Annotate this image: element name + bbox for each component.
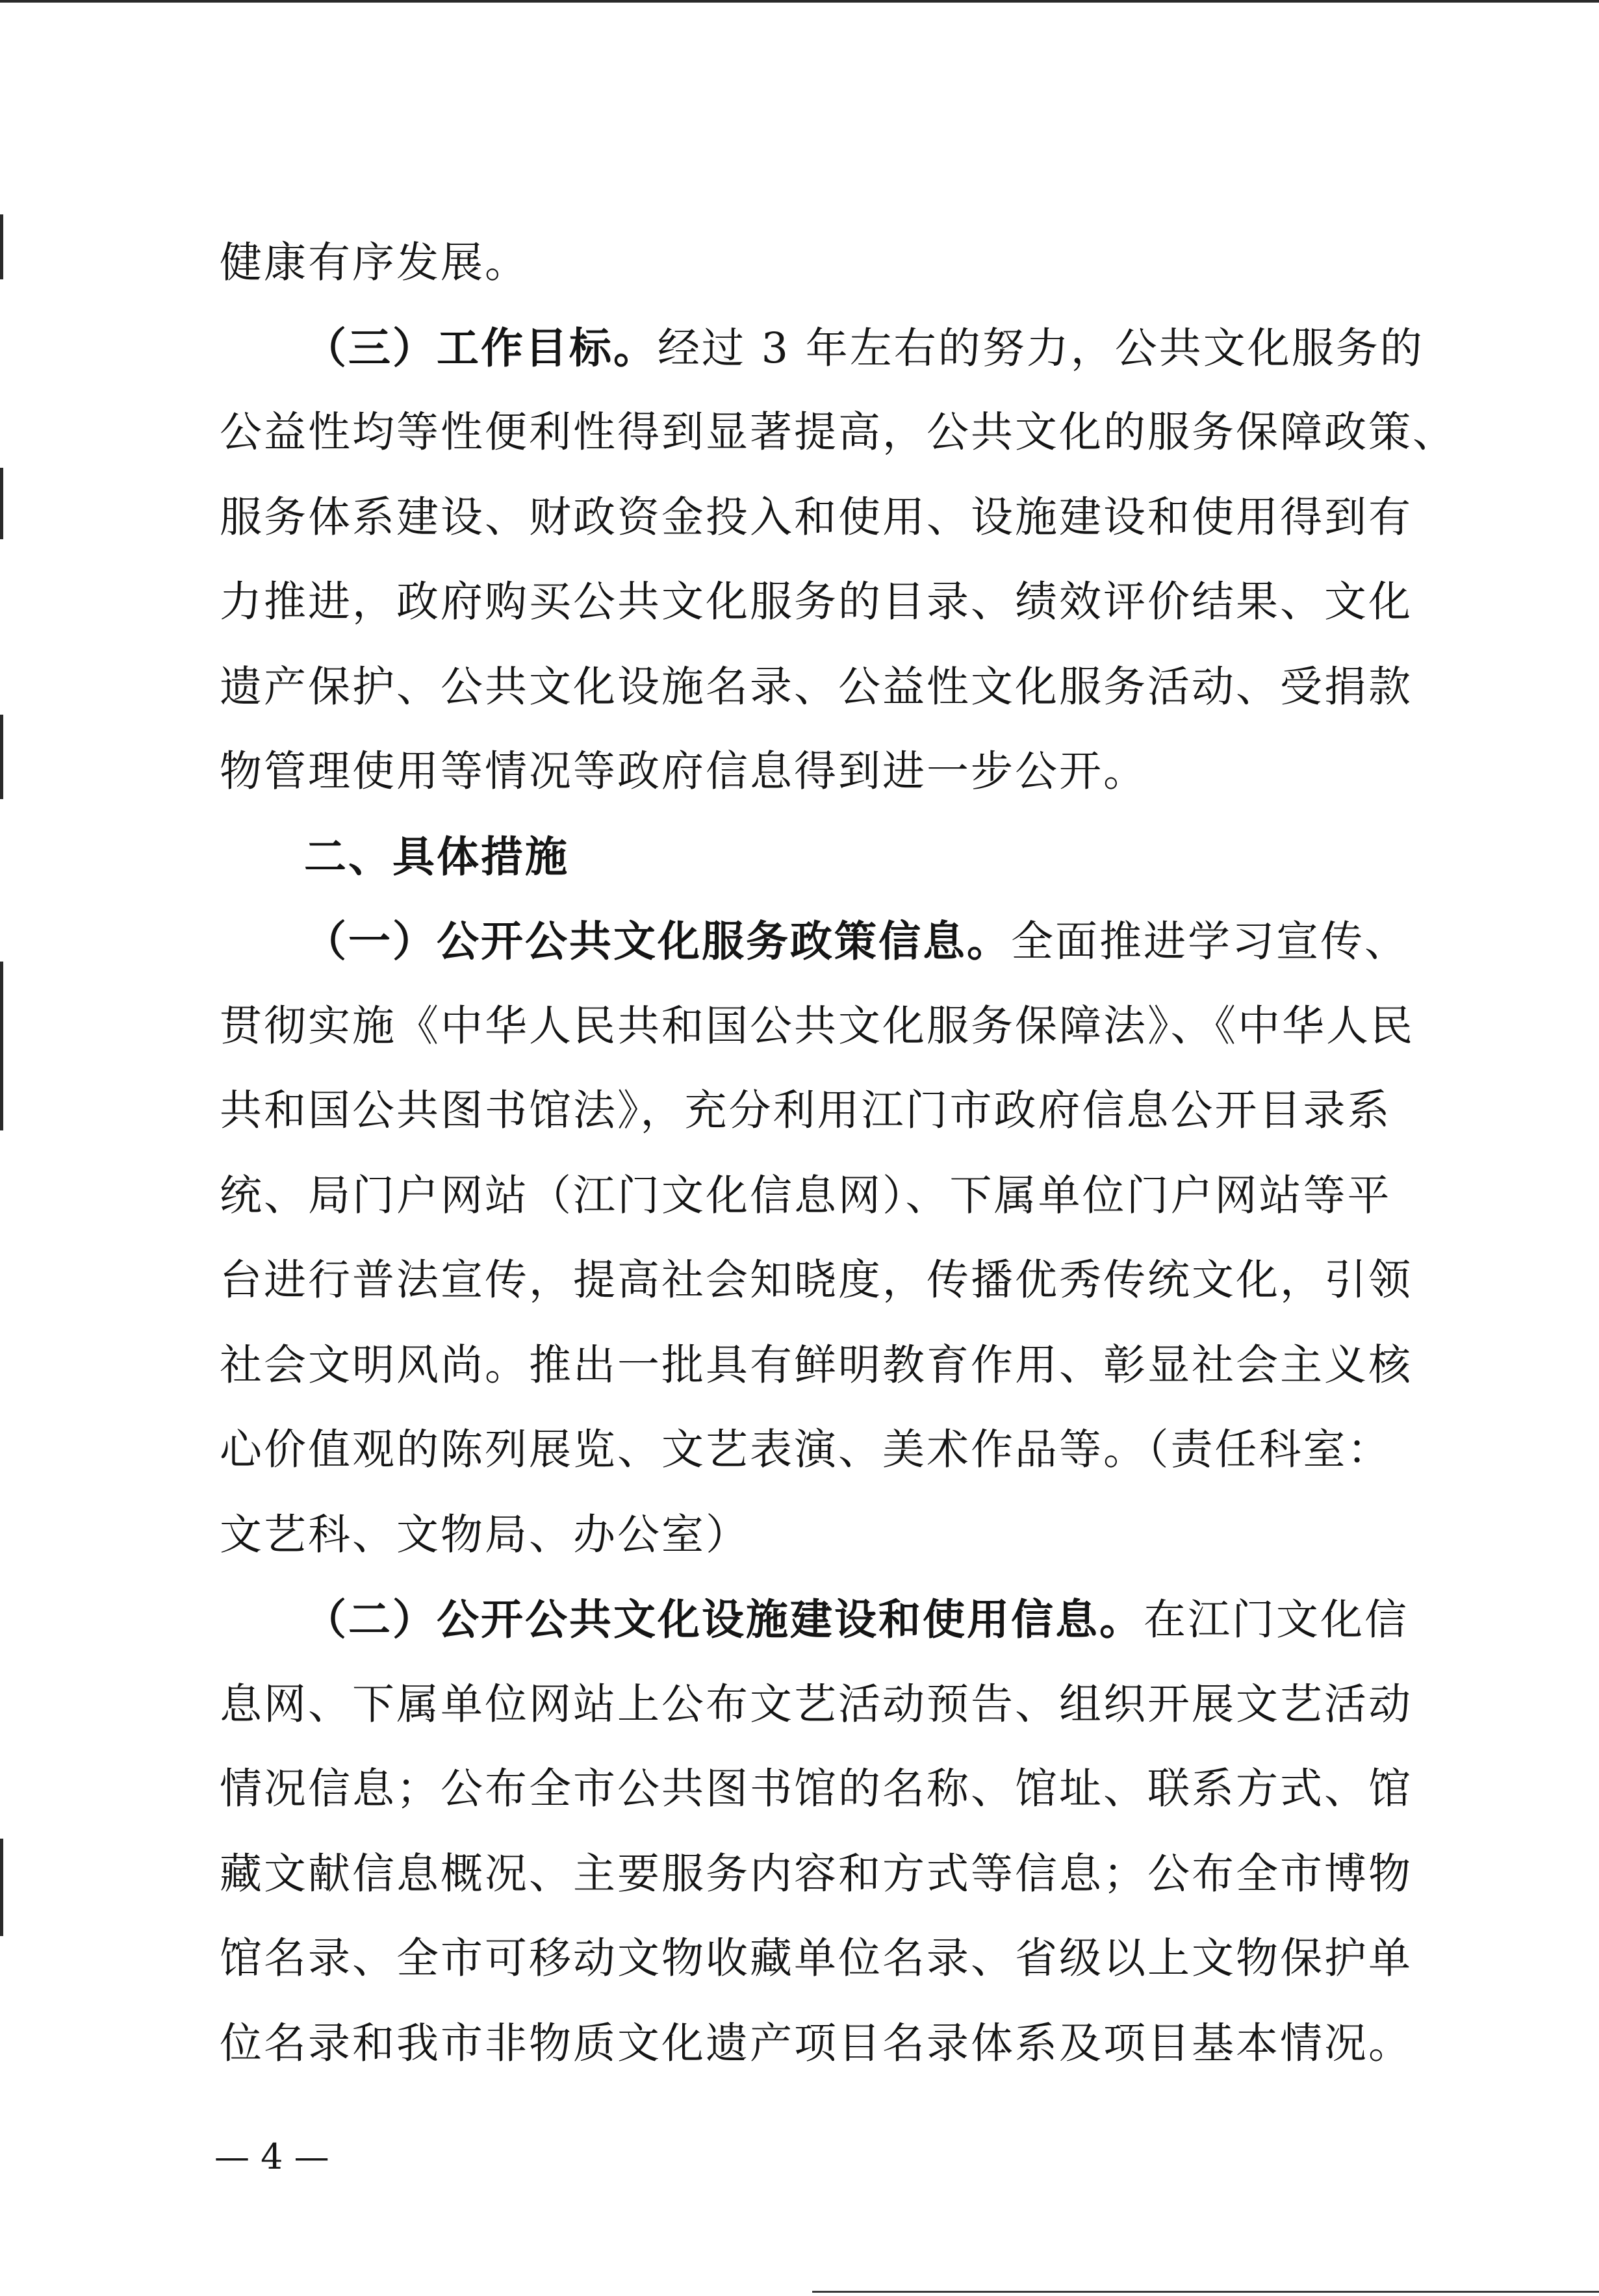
text-line: 息网、下属单位网站上公布文艺活动预告、组织开展文艺活动	[220, 1679, 1413, 1729]
scan-border-bottom	[812, 2291, 1599, 2293]
section-heading: 二、具体措施	[304, 832, 570, 882]
scan-edge-mark	[0, 214, 3, 279]
page-number: — 4 —	[214, 2136, 329, 2177]
scan-edge-mark	[0, 962, 3, 1130]
scan-edge-mark	[0, 468, 3, 539]
scan-border-top	[0, 0, 1599, 3]
document-body	[220, 221, 1457, 2086]
scan-edge-mark	[0, 1839, 3, 1936]
text-line: 台进行普法宣传，提高社会知晓度，传播优秀传统文化，引领	[220, 1256, 1413, 1305]
text-line: 馆名录、全市可移动文物收藏单位名录、省级以上文物保护单	[220, 1934, 1413, 1983]
text-run: 全面推进学习宣传、	[1011, 917, 1409, 966]
text-line: 情况信息；公布全市公共图书馆的名称、馆址、联系方式、馆	[220, 1765, 1413, 1813]
paragraph-first-line	[220, 1577, 1428, 1663]
text-line: 统、局门户网站（江门文化信息网）、下属单位门户网站等平	[220, 1171, 1392, 1220]
scan-edge-mark	[0, 715, 3, 799]
paragraph-first-line	[220, 899, 1428, 984]
section-lead: （三）工作目标。	[304, 323, 658, 373]
text-line: 服务体系建设、财政资金投入和使用、设施建设和使用得到有	[220, 492, 1413, 542]
text-line: 共和国公共图书馆法》，充分利用江门市政府信息公开目录系	[220, 1086, 1392, 1135]
section-lead: （二）公开公共文化设施建设和使用信息。	[304, 1595, 1144, 1644]
text-line: 物管理使用等情况等政府信息得到进一步公开。	[220, 747, 1148, 796]
section-lead: （一）公开公共文化服务政策信息。	[304, 917, 1012, 966]
text-line: 贯彻实施《中华人民共和国公共文化服务保障法》、《中华人民	[220, 1001, 1415, 1051]
text-run: 经过 3 年左右的努力，公共文化服务的	[658, 324, 1424, 373]
text-line: 心价值观的陈列展览、文艺表演、美术作品等。（责任科室：	[220, 1425, 1392, 1474]
text-line: 健康有序发展。	[220, 238, 530, 287]
text-run: 在江门文化信	[1144, 1596, 1409, 1644]
text-line: 遗产保护、公共文化设施名录、公益性文化服务活动、受捐款	[220, 662, 1413, 711]
text-line: 社会文明风尚。推出一批具有鲜明教育作用、彰显社会主义核	[220, 1340, 1413, 1390]
text-line: 位名录和我市非物质文化遗产项目名录体系及项目基本情况。	[220, 2019, 1413, 2068]
text-line: 文艺科、文物局、办公室）	[220, 1510, 750, 1559]
text-line: 藏文献信息概况、主要服务内容和方式等信息；公布全市博物	[220, 1849, 1413, 1898]
text-line: 力推进，政府购买公共文化服务的目录、绩效评价结果、文化	[220, 578, 1413, 626]
paragraph-first-line	[220, 306, 1428, 391]
text-line: 公益性均等性便利性得到显著提高，公共文化的服务保障政策、	[220, 408, 1457, 457]
